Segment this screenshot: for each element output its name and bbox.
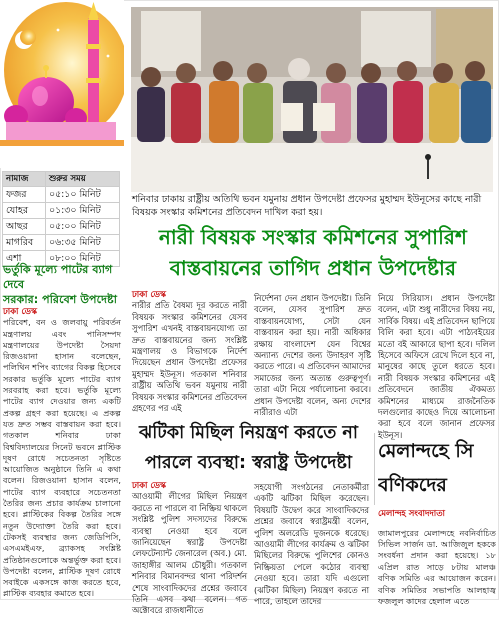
second-story-text-2: সহযোগী সংগঠনের নেতাকর্মীরা একটি ঝটিকা মিছিল করেছেন। বিষয়টি উদ্বেগ করে সাংবাদিকদের প্রশ্নের জবাবে স্বরাষ্ট্রমন্ত্রী বলেন, পুলিশ অলরেডি দুজনকে ধরেছে। আওয়ামী লীগের কার্যক্রম ও ঝটিকা মিছিলের বিরুদ্ধে পুলিশের কোনও নিষ্ক্রিয়তা পেলে কঠোর ব্যবস্থা নেওয়া হবে। তারা যদি এগুলো (ঝটিকা মিছিল) নিয়ন্ত্রণ করতে না পারে, তাহলে তাদের	[254, 482, 369, 607]
second-story-column-1	[132, 480, 247, 617]
prayer-name: মাগরিব	[3, 235, 46, 251]
prayer-time: ০৫:০০ মিনিট	[45, 219, 119, 235]
right-story-headline[interactable]	[378, 434, 499, 502]
main-story-column-2	[254, 293, 371, 418]
left-column	[0, 0, 124, 600]
left-story-body	[3, 306, 121, 600]
main-headline-line2: বাস্তবায়নের তাগিদ প্রধান উপদেষ্টার	[169, 256, 457, 280]
left-headline-line1: ভর্তুকি মূল্যে পাটের ব্যাগ দেবে	[3, 263, 113, 291]
right-headline-line1: মেলান্দহে সি	[378, 440, 474, 462]
dateline: ঢাকা ডেস্ক	[3, 306, 37, 316]
main-story-text-1: নারীর প্রতি বৈষম্য দূর করতে নারী বিষয়ক সংস্কার কমিশনের যেসব সুপারিশ এখনই বাস্তবায়নযোগ্য তা দ্রুত বাস্তবায়নের জন্য সংশ্লিষ্ট মন্ত্রণালয় ও বিভাগকে নির্দেশ দিয়েছেন প্রধান উপদেষ্টা প্রফেসর মুহাম্মদ ইউনূস। গতকাল শনিবার রাষ্ট্রীয় অতিথি ভবন যমুনায় নারী বিষয়ক সংস্কার কমিশনের প্রতিবেদন গ্রহণের পর এই	[132, 300, 247, 414]
prayer-name: ফজর	[3, 187, 46, 203]
mosque-illustration	[0, 0, 124, 168]
prayer-time: ০৬:৩৫ মিনিট	[45, 235, 119, 251]
prayer-name: এশা	[3, 251, 46, 267]
dateline: ঢাকা ডেস্ক	[132, 289, 166, 299]
news-photo	[131, 7, 493, 192]
prayer-row	[3, 203, 120, 219]
left-story-text: পরিবেশ, বন ও জলবায়ু পরিবর্তন মন্ত্রণালয় এবং পানিসম্পদ মন্ত্রণালয়ের উপদেষ্টা সৈয়দা রিজওয়ানা হাসান বলেছেন, পলিথিন শপিং ব্যাগের বিকল্প হিসেবে সরকার ভর্তুকি মূল্যে পাটের ব্যাগ সরবরাহ করা হবে। ভর্তুকি মূল্যে পাটের ব্যাগ দেওয়ার জন্য একটি প্রকল্প গ্রহণ করা হয়েছে। এ প্রকল্প যত দ্রুত সম্ভব বাস্তবায়ন করা হবে। গতকাল শনিবার ঢাকা বিশ্ববিদ্যালয়ের সিনেট ভবনে প্লাস্টিক দূষণ রোধে সচেতনতা সৃষ্টিতে আয়োজিত অনুষ্ঠানে তিনি এ কথা বলেন। রিজওয়ানা হাসান বলেন, পাটের ব্যাগ ব্যবহারে সচেতনতা তৈরির জন্য প্রচার কার্যক্রম চালানো হবে। প্লাস্টিকের বিকল্প তৈরির সঙ্গে নতুন উদ্যোক্তা তৈরি করা হবে। টেকসই ব্যবস্থার জন্য জেডিপিসি, এসএমইএফ, ব্র্যাকসহ সংশ্লিষ্ট প্রতিষ্ঠানগুলোকে অন্তর্ভুক্ত করা হবে। উপদেষ্টা বলেন, প্লাস্টিক দূষণ রোধে সবাইকে একসঙ্গে কাজ করতে হবে, প্লাস্টিক ব্যবহার কমাতে হবে।	[3, 317, 121, 599]
dateline: মেলান্দহ সংবাদদাতা	[378, 508, 445, 518]
prayer-time: ০১:৩০ মিনিট	[45, 203, 119, 219]
prayer-row	[3, 219, 120, 235]
second-story-column-2	[254, 482, 369, 607]
prayer-name: যোহর	[3, 203, 46, 219]
prayer-header-time: শুরুর সময়	[45, 172, 119, 187]
left-headline-line2: সরকার: পরিবেশ উপদেষ্টা	[3, 293, 117, 306]
prayer-row	[3, 187, 120, 203]
main-story-column-3	[378, 293, 495, 441]
main-story-text-3: নিয়ে সিরিয়াস। প্রধান উপদেষ্টা বলেন, এটা শুধু নারীদের বিষয় নয়, সার্বিক বিষয়। এই প্রতিবেদন ছাপিয়ে বিলি করা হবে। এটা পাঠ্যবইয়ের মতো বই আকারে ছাপা হবে। দলিল হিসেবে অফিসে রেখে দিলে হবে না, মানুষের কাছে তুলে ধরতে হবে। নারী বিষয়ক সংস্কার কমিশনের এই প্রতিবেদনে জাতীয় ঐকমত্য কমিশনের মাধ্যমে রাজনৈতিক দলগুলোর কাছেও দিয়ে আলোচনা করা হবে বলে জানান প্রফেসর ইউনূস।	[378, 293, 495, 440]
prayer-row	[3, 235, 120, 251]
second-story-text-1: আওয়ামী লীগের মিছিল নিয়ন্ত্রণ করতে না পারলে বা নিষ্ক্রিয় থাকলে সংশ্লিষ্ট পুলিশ সদস্যদের বিরুদ্ধে ব্যবস্থা নেওয়া হবে বলে জানিয়েছেন স্বরাষ্ট্র উপদেষ্টা লেফটেন্যান্ট জেনারেল (অব.) মো. জাহাঙ্গীর আলম চৌধুরী। গতকাল শনিবার বিমানবন্দর থানা পরিদর্শন শেষে সাংবাদিকদের প্রশ্নের জবাবে তিনি এসব কথা বলেন। গত অক্টোবরে রাজধানীতে	[132, 491, 247, 616]
prayer-header-name: নামাজ	[3, 172, 46, 187]
main-story-column-1	[132, 289, 247, 414]
left-story-headline[interactable]	[3, 262, 121, 307]
main-headline-line1: নারী বিষয়ক সংস্কার কমিশনের সুপারিশ	[158, 225, 468, 249]
photo-caption: শনিবার ঢাকায় রাষ্ট্রীয় অতিথি ভবন যমুনায় প্রধান উপদেষ্টা প্রফেসর মুহাম্মদ ইউনূসের কাছে নারী বিষয়ক সংস্কার কমিশনের প্রতিবেদন দাখিল করা হয়।	[132, 194, 482, 218]
main-story-text-2: নির্দেশনা দেন প্রধান উপদেষ্টা। তিনি বলেন, যেসব সুপারিশ দ্রুত বাস্তবায়নযোগ্য, সেটা যেন বাস্তবায়ন করা হয়। নারী অধিকার রক্ষায় বাংলাদেশ যেন বিশ্বের অন্যান্য দেশের জন্য উদাহরণ সৃষ্টি করতে পারে। এ প্রতিবেদন আমাদের সমাজের জন্য অত্যন্ত গুরুত্বপূর্ণ। তারা এটা নিয়ে পর্যালোচনা করবে। প্রধান উপদেষ্টা বলেন, অন্য দেশের নারীরাও এটা	[254, 293, 371, 418]
right-headline-line2: বণিকদের	[378, 474, 447, 496]
prayer-times-table	[2, 171, 120, 267]
dateline: ঢাকা ডেস্ক	[132, 480, 166, 490]
second-story-headline[interactable]	[130, 418, 367, 478]
prayer-time: ০৫:১০ মিনিট	[45, 187, 119, 203]
prayer-name: আছর	[3, 219, 46, 235]
main-headline[interactable]	[132, 222, 494, 284]
second-headline-line2: পারলে ব্যবস্থা: স্বরাষ্ট্র উপদেষ্টা	[145, 453, 352, 473]
prayer-time: ০৮:০০ মিনিট	[45, 251, 119, 267]
right-story-body	[378, 508, 496, 616]
prayer-table-header	[3, 172, 120, 187]
second-headline-line1: ঝটিকা মিছিল নিয়ন্ত্রণ করতে না	[139, 423, 358, 443]
right-story-text: জামালপুরের মেলান্দহে নবনির্বাচিত সিভিল সার্জন ডা. আজিজুল হককে সংবর্ধনা প্রদান করা হয়েছে। ১৮ এপ্রিল রাত সাড়ে ৮টায় মালঞ্চ বণিক সমিতি এর আয়োজন করেন। বণিক সমিতির সভাপতি আলহাজ্ব ফজলুল কাদের হেলাল এতে	[378, 527, 496, 607]
